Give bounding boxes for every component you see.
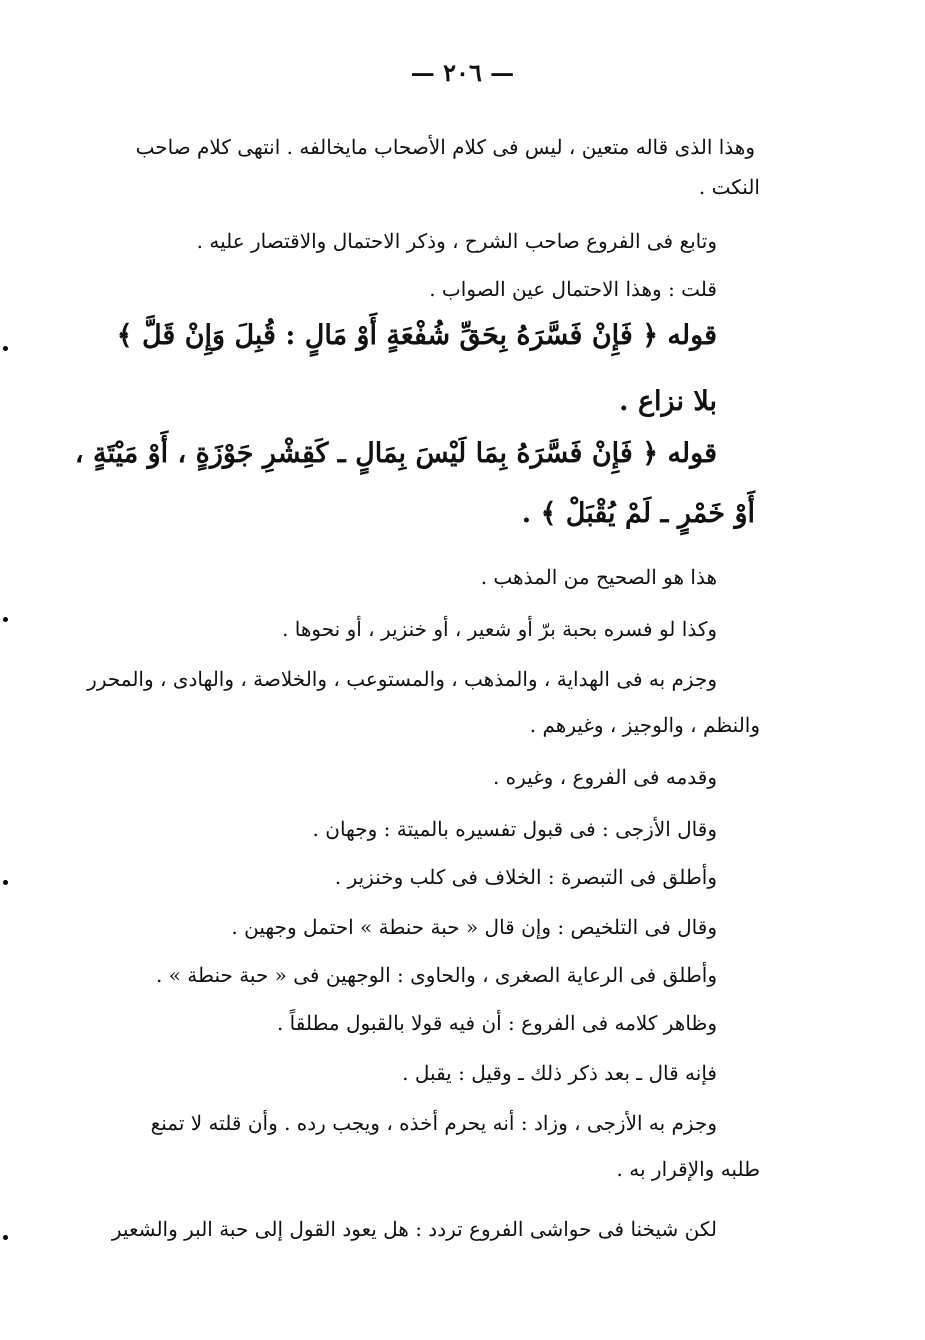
text-line: وقال فى التلخيص : وإن قال « حبة حنطة » احتمل وجهين . — [231, 915, 717, 939]
text-line: هذا هو الصحيح من المذهب . — [480, 565, 717, 589]
text-line: وقال الأزجى : فى قبول تفسيره بالميتة : وجهان . — [312, 817, 717, 841]
text-line: وكذا لو فسره بحبة برّ أو شعير ، أو خنزير ، أو نحوها . — [282, 617, 717, 641]
text-line: النكت . — [698, 175, 760, 199]
verse-line: بلا نزاع . — [619, 386, 717, 417]
edge-mark — [3, 880, 8, 885]
text-line: وظاهر كلامه فى الفروع : أن فيه قولا بالقبول مطلقاً . — [276, 1011, 717, 1035]
text-line: وجزم به فى الهداية ، والمذهب ، والمستوعب ، والخلاصة ، والهادى ، والمحرر — [87, 667, 717, 691]
verse-line: قوله ﴿ فَإِنْ فَسَّرَهُ بِحَقِّ شُفْعَةٍ أَوْ مَالٍ : قُبِلَ وَإِنْ قَلَّ ﴾ — [116, 320, 717, 351]
text-line: وأطلق فى الرعاية الصغرى ، والحاوى : الوجهين فى « حبة حنطة » . — [156, 963, 717, 987]
text-line: فإنه قال ـ بعد ذكر ذلك ـ وقيل : يقبل . — [402, 1061, 717, 1085]
text-line: وأطلق فى التبصرة : الخلاف فى كلب وخنزير . — [334, 865, 717, 889]
verse-line: أَوْ خَمْرٍ ـ لَمْ يُقْبَلْ ﴾ . — [521, 498, 755, 529]
text-line: وهذا الذى قاله متعين ، ليس فى كلام الأصحاب مايخالفه . انتهى كلام صاحب — [135, 135, 755, 159]
text-line: وجزم به الأزجى ، وزاد : أنه يحرم أخذه ، ويجب رده . وأن قلته لا تمنع — [150, 1111, 717, 1135]
text-line: لكن شيخنا فى حواشى الفروع تردد : هل يعود القول إلى حبة البر والشعير — [111, 1217, 717, 1241]
edge-mark — [3, 346, 8, 351]
text-line: والنظم ، والوجيز ، وغيرهم . — [529, 713, 760, 737]
verse-line: قوله ﴿ فَإِنْ فَسَّرَهُ بِمَا لَيْسَ بِمَالٍ ـ كَقِشْرِ جَوْزَةٍ ، أَوْ مَيْتَةٍ ، — [74, 438, 717, 469]
edge-mark — [3, 617, 8, 622]
text-line: وقدمه فى الفروع ، وغيره . — [492, 765, 717, 789]
text-line: قلت : وهذا الاحتمال عين الصواب . — [429, 277, 717, 301]
edge-mark — [3, 1235, 8, 1240]
text-line: طلبه والإقرار به . — [616, 1157, 760, 1181]
page-number: — ٢٠٦ — — [410, 58, 515, 87]
text-line: وتابع فى الفروع صاحب الشرح ، وذكر الاحتمال والاقتصار عليه . — [196, 229, 717, 253]
